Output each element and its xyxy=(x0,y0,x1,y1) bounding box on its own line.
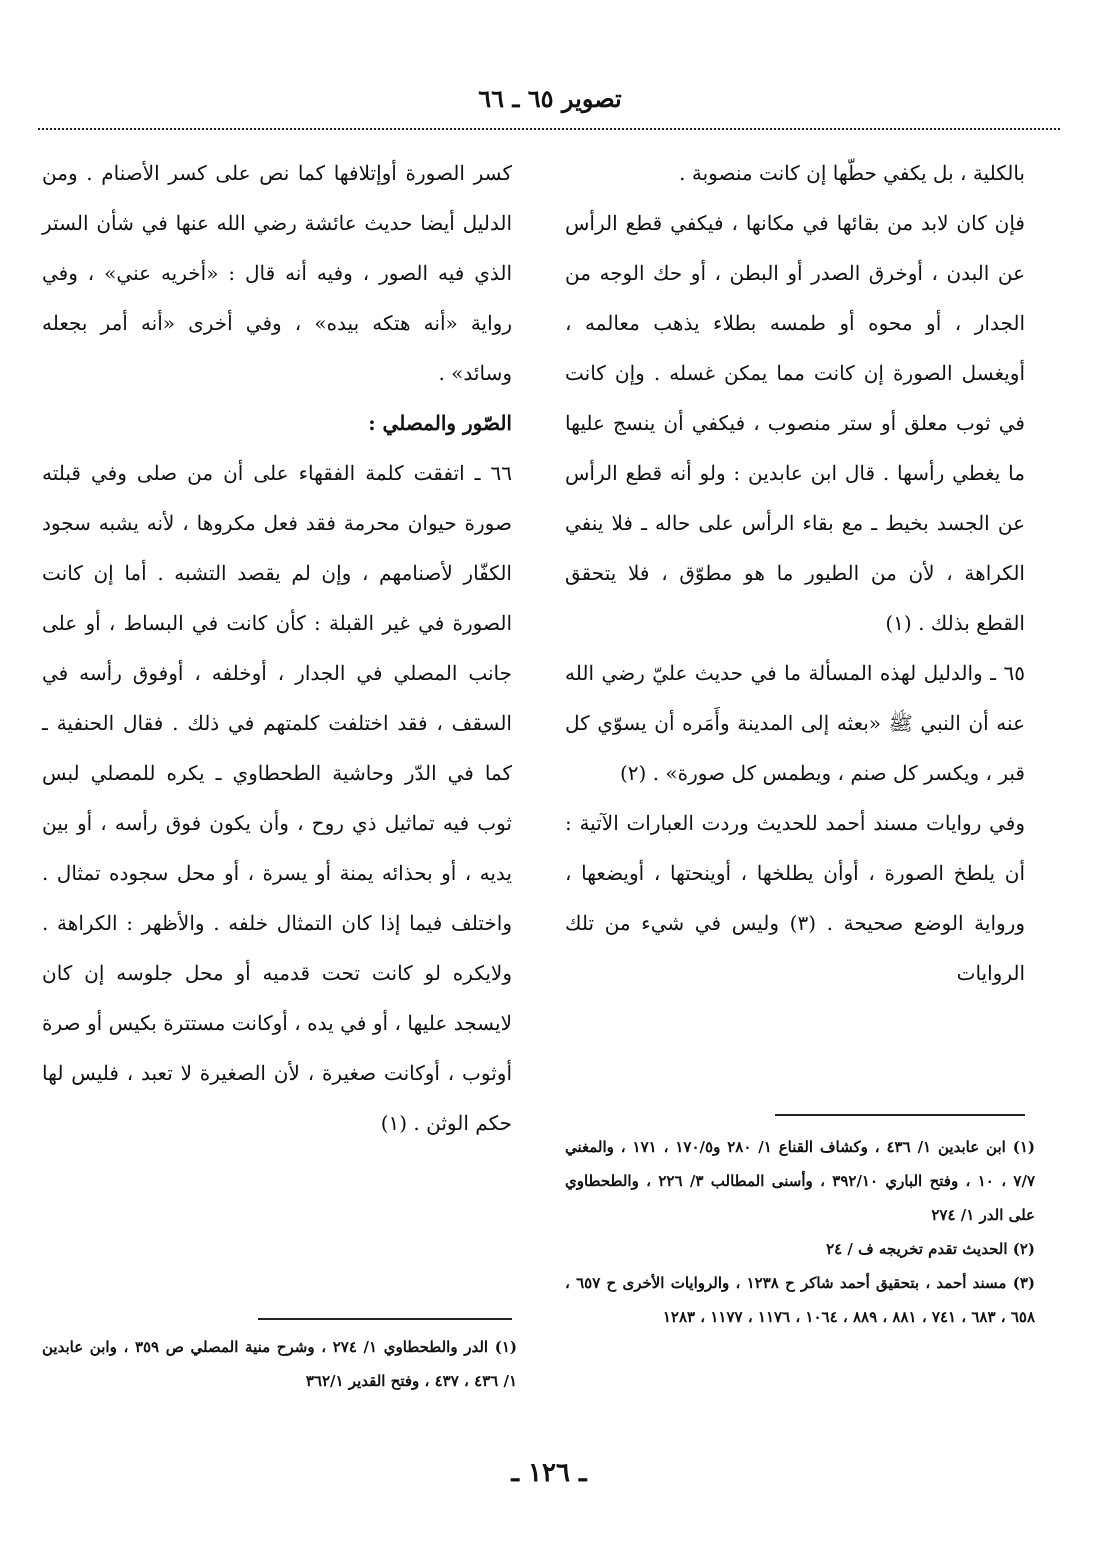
footnote: (٢) الحديث تقدم تخريجه ف / ٢٤ xyxy=(826,1240,1035,1258)
header-divider xyxy=(38,128,1060,130)
paragraph: كسر الصورة أوإتلافها كما نص على كسر الأصنام . ومن الدليل أيضا حديث عائشة رضي الله عنها في شأن الستر الذي فيه الصور ، وفيه أنه قال : «أخريه عني» ، وفي رواية «أنه هتكه بيده» ، وفي أخرى «أنه أمر بجعله وسائد» . xyxy=(42,161,513,385)
footnotes-right xyxy=(565,1130,1035,1334)
section-heading: الصّور والمصلي : xyxy=(368,411,512,435)
paragraph: بالكلية ، بل يكفي حطّها إن كانت منصوبة . xyxy=(679,161,1025,185)
paragraph: وفي روايات مسند أحمد للحديث وردت العبارات الآتية : أن يلطخ الصورة ، أوأن يطلخها ، أوينحتها ، أويضعها ، ورواية الوضع صحيحة . (٣) وليس في شيء من تلك الروايات xyxy=(565,811,1025,985)
left-column xyxy=(42,148,512,1148)
page-number: ـ ١٢٦ ـ xyxy=(511,1458,587,1488)
right-column xyxy=(565,148,1025,998)
footnotes-left xyxy=(42,1330,517,1398)
footnote: (٣) مسند أحمد ، بتحقيق أحمد شاكر ح ١٢٣٨ ، والروايات الأخرى ح ٦٥٧ ، ٦٥٨ ، ٦٨٣ ، ٧٤١ ، ٨٨١ ، ٨٨٩ ، ١٠٦٤ ، ١١٧٦ ، ١١٧٧ ، ١٢٨٣ xyxy=(565,1274,1035,1326)
footnote: (١) ابن عابدين ١/ ٤٣٦ ، وكشاف القناع ١/ ٢٨٠ و١٧٠/٥ ، ١٧١ ، والمغني ٧/٧ ، ١٠ ، وفتح الباري ٣٩٢/١٠ ، وأسنى المطالب ٣/ ٢٢٦ ، والطحطاوي على الدر ١/ ٢٧٤ xyxy=(565,1138,1035,1224)
paragraph: فإن كان لابد من بقائها في مكانها ، فيكفي قطع الرأس عن البدن ، أوخرق الصدر أو البطن ، أو حك الوجه من الجدار ، أو محوه أو طمسه بطلاء يذهب معالمه ، أويغسل الصورة إن كانت مما يمكن غسله . وإن كانت في ثوب معلق أو ستر منصوب ، فيكفي أن ينسج عليها ما يغطي رأسها . قال ابن عابدين : ولو أنه قطع الرأس عن الجسد بخيط ـ مع بقاء الرأس على حاله ـ فلا ينفي الكراهة ، لأن من الطيور ما هو مطوّق ، فلا يتحقق القطع بذلك . (١) xyxy=(565,211,1026,635)
paragraph: ٦٥ ـ والدليل لهذه المسألة ما في حديث عليّ رضي الله عنه أن النبي ﷺ «بعثه إلى المدينة وأَمَره أن يسوّي كل قبر ، ويكسر كل صنم ، ويطمس كل صورة» . (٢) xyxy=(565,661,1025,785)
page-header: تصوير ٦٥ ـ ٦٦ xyxy=(478,84,622,113)
footnote-divider-right xyxy=(775,1114,1025,1116)
footnote: (١) الدر والطحطاوي ١/ ٢٧٤ ، وشرح منية المصلي ص ٣٥٩ ، وابن عابدين ١/ ٤٣٦ ، ٤٣٧ ، وفتح القدير ٣٦٢/١ xyxy=(42,1338,517,1390)
footnote-divider-left xyxy=(258,1318,512,1320)
paragraph: ٦٦ ـ اتفقت كلمة الفقهاء على أن من صلى وفي قبلته صورة حيوان محرمة فقد فعل مكروها ، لأنه يشبه سجود الكفّار لأصنامهم ، وإن لم يقصد التشبه . أما إن كانت الصورة في غير القبلة : كأن كانت في البساط ، أو على جانب المصلي في الجدار ، أوخلفه ، أوفوق رأسه في السقف ، فقد اختلفت كلمتهم في ذلك . فقال الحنفية ـ كما في الدّر وحاشية الطحطاوي ـ يكره للمصلي لبس ثوب فيه تماثيل ذي روح ، وأن يكون فوق رأسه ، أو بين يديه ، أو بحذائه يمنة أو يسرة ، أو محل سجوده تمثال . واختلف فيما إذا كان التمثال خلفه . والأظهر : الكراهة . ولايكره لو كانت تحت قدميه أو محل جلوسه إن كان لايسجد عليها ، أو في يده ، أوكانت مستترة بكيس أو صرة أوثوب ، أوكانت صغيرة ، لأن الصغيرة لا تعبد ، فليس لها حكم الوثن . (١) xyxy=(42,461,512,1135)
